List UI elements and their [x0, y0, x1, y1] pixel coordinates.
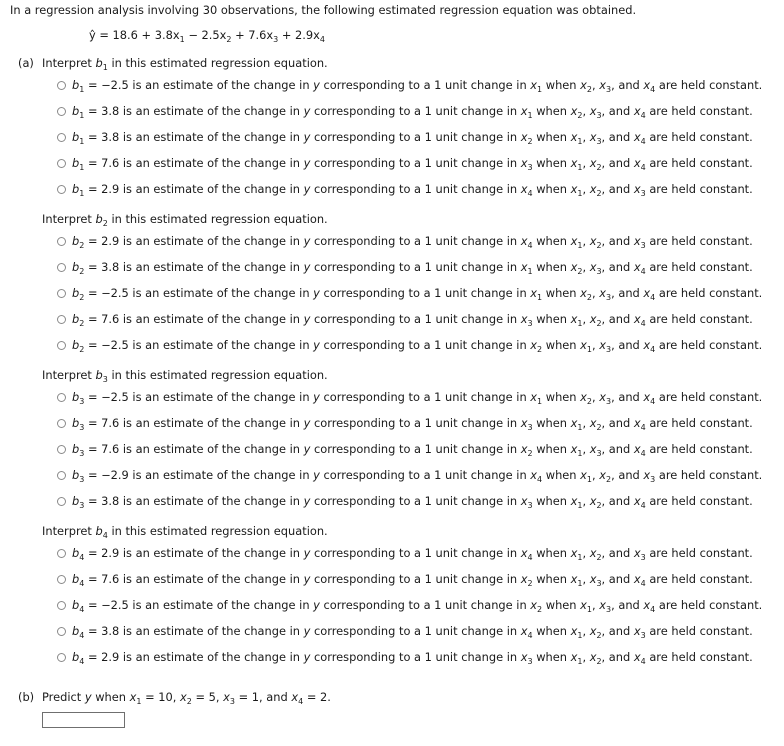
answer-option[interactable]: $b_3 = 7.6$ is an estimate of the change in y corresponding to a 1 unit change in $x_2$ when $x_1$, $x_3$, and $x_4$ are held constant.: [57, 442, 753, 456]
eq-term-1: + $3.8x_1$: [141, 28, 185, 44]
radio-button[interactable]: [57, 107, 66, 116]
answer-option[interactable]: $b_2 = 7.6$ is an estimate of the change in y corresponding to a 1 unit change in $x_3$ when $x_1$, $x_2$, and $x_4$ are held constant.: [57, 312, 753, 326]
answer-option[interactable]: $b_1 = 3.8$ is an estimate of the change in y corresponding to a 1 unit change in $x_1$ when $x_2$, $x_3$, and $x_4$ are held constant.: [57, 104, 753, 118]
radio-button[interactable]: [57, 549, 66, 558]
radio-button[interactable]: [57, 237, 66, 246]
radio-button[interactable]: [57, 289, 66, 298]
question-prompt-b4: Interpret $b_4$ in this estimated regression equation.: [42, 524, 328, 540]
radio-button[interactable]: [57, 445, 66, 454]
answer-option[interactable]: $b_4 = 2.9$ is an estimate of the change in y corresponding to a 1 unit change in $x_4$ when $x_1$, $x_2$, and $x_3$ are held constant.: [57, 546, 753, 560]
intro-text: In a regression analysis involving 30 observations, the following estimated regression equation was obtained.: [10, 3, 637, 17]
answer-option[interactable]: $b_4 = 7.6$ is an estimate of the change in y corresponding to a 1 unit change in $x_2$ when $x_1$, $x_3$, and $x_4$ are held constant.: [57, 572, 753, 586]
y-hat: ŷ: [89, 28, 96, 42]
prediction-answer-input[interactable]: [42, 712, 125, 728]
radio-button[interactable]: [57, 653, 66, 662]
question-prompt-b2: Interpret $b_2$ in this estimated regression equation.: [42, 212, 328, 228]
regression-equation: ŷ = $18.6 + 3.8x_1 - 2.5x_2 + 7.6x_3 + 2.9x_4$: [89, 28, 325, 44]
radio-button[interactable]: [57, 263, 66, 272]
answer-option[interactable]: $b_1 = 2.9$ is an estimate of the change in y corresponding to a 1 unit change in $x_4$ when $x_1$, $x_2$, and $x_3$ are held constant.: [57, 182, 753, 196]
answer-option[interactable]: $b_3 = -2.9$ is an estimate of the change in y corresponding to a 1 unit change in $x_4$ when $x_1$, $x_2$, and $x_3$ are held constant.: [57, 468, 762, 482]
answer-option[interactable]: $b_4 = 3.8$ is an estimate of the change in y corresponding to a 1 unit change in $x_4$ when $x_1$, $x_2$, and $x_3$ are held constant.: [57, 624, 753, 638]
eq-term-2: − $2.5x_2$: [188, 28, 232, 44]
radio-button[interactable]: [57, 471, 66, 480]
answer-option[interactable]: $b_2 = -2.5$ is an estimate of the change in y corresponding to a 1 unit change in $x_1$ when $x_2$, $x_3$, and $x_4$ are held constant.: [57, 286, 762, 300]
radio-button[interactable]: [57, 159, 66, 168]
radio-button[interactable]: [57, 341, 66, 350]
radio-button[interactable]: [57, 393, 66, 402]
part-b-label: (b): [18, 690, 35, 704]
answer-option[interactable]: $b_1 = 3.8$ is an estimate of the change in y corresponding to a 1 unit change in $x_2$ when $x_1$, $x_3$, and $x_4$ are held constant.: [57, 130, 753, 144]
radio-button[interactable]: [57, 627, 66, 636]
radio-button[interactable]: [57, 185, 66, 194]
radio-button[interactable]: [57, 419, 66, 428]
radio-button[interactable]: [57, 81, 66, 90]
answer-option[interactable]: $b_3 = 7.6$ is an estimate of the change in y corresponding to a 1 unit change in $x_3$ when $x_1$, $x_2$, and $x_4$ are held constant.: [57, 416, 753, 430]
answer-option[interactable]: $b_2 = 3.8$ is an estimate of the change in y corresponding to a 1 unit change in $x_1$ when $x_2$, $x_3$, and $x_4$ are held constant.: [57, 260, 753, 274]
eq-term-3: + $7.6x_3$: [235, 28, 279, 44]
radio-button[interactable]: [57, 315, 66, 324]
question-prompt-b1: Interpret $b_1$ in this estimated regression equation.: [42, 56, 328, 72]
answer-option[interactable]: $b_3 = 3.8$ is an estimate of the change in y corresponding to a 1 unit change in $x_3$ when $x_1$, $x_2$, and $x_4$ are held constant.: [57, 494, 753, 508]
part-a-label: (a): [18, 56, 34, 70]
answer-option[interactable]: $b_4 = 2.9$ is an estimate of the change in y corresponding to a 1 unit change in $x_3$ when $x_1$, $x_2$, and $x_4$ are held constant.: [57, 650, 753, 664]
answer-option[interactable]: $b_1 = 7.6$ is an estimate of the change in y corresponding to a 1 unit change in $x_3$ when $x_1$, $x_2$, and $x_4$ are held constant.: [57, 156, 753, 170]
answer-option[interactable]: $b_3 = -2.5$ is an estimate of the change in y corresponding to a 1 unit change in $x_1$ when $x_2$, $x_3$, and $x_4$ are held constant.: [57, 390, 762, 404]
radio-button[interactable]: [57, 575, 66, 584]
eq-term-4: + $2.9x_4$: [281, 28, 325, 44]
radio-button[interactable]: [57, 133, 66, 142]
answer-option[interactable]: $b_4 = -2.5$ is an estimate of the change in y corresponding to a 1 unit change in $x_2$ when $x_1$, $x_3$, and $x_4$ are held constant.: [57, 598, 762, 612]
radio-button[interactable]: [57, 601, 66, 610]
answer-option[interactable]: $b_1 = -2.5$ is an estimate of the change in y corresponding to a 1 unit change in $x_1$ when $x_2$, $x_3$, and $x_4$ are held constant.: [57, 78, 762, 92]
radio-button[interactable]: [57, 497, 66, 506]
question-prompt-b3: Interpret $b_3$ in this estimated regression equation.: [42, 368, 328, 384]
answer-option[interactable]: $b_2 = 2.9$ is an estimate of the change in y corresponding to a 1 unit change in $x_4$ when $x_1$, $x_2$, and $x_3$ are held constant.: [57, 234, 753, 248]
intercept: 18.6: [112, 28, 138, 42]
part-b-prompt: Predict y when $x_1 = 10$, $x_2 = 5$, $x_3 = 1$, and $x_4 = 2$.: [42, 690, 331, 706]
answer-option[interactable]: $b_2 = -2.5$ is an estimate of the change in y corresponding to a 1 unit change in $x_2$ when $x_1$, $x_3$, and $x_4$ are held constant.: [57, 338, 762, 352]
